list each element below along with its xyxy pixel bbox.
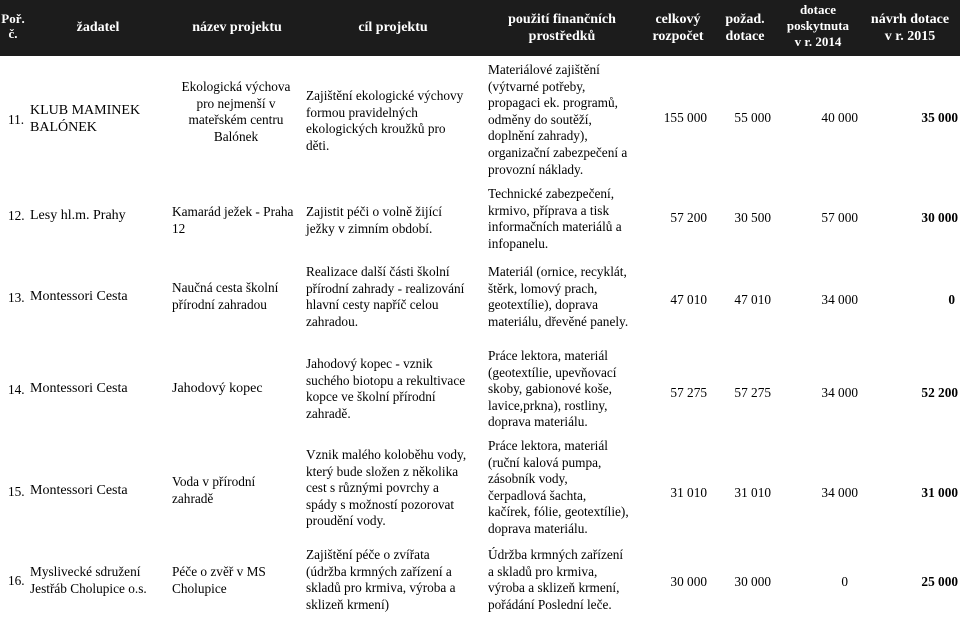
- row-applicant: Montessori Cesta: [30, 289, 128, 304]
- grant-2014: 34 000: [821, 292, 858, 307]
- row-number: 11.: [8, 112, 25, 127]
- row-project-name: Voda v přírodní zahradě: [172, 474, 256, 506]
- grant-2014: 34 000: [821, 385, 858, 400]
- row-number: 16.: [8, 573, 25, 588]
- row-funds-use: Práce lektora, materiál (ruční kalová pumpa, zásobník vody, čerpadlová šachta, kačírek, fólie, geotextílie), doprava materiálu.: [488, 438, 629, 536]
- requested-grant: 30 000: [734, 574, 771, 589]
- header-funds-use: použití finančních prostředků: [508, 12, 616, 44]
- row-project-goal: Zajištění ekologické výchovy formou pravidelných ekologických kroužků pro děti.: [306, 88, 464, 153]
- row-project-name: Naučná cesta školní přírodní zahradou: [172, 280, 279, 312]
- row-number: 15.: [8, 484, 25, 499]
- row-funds-use: Technické zabezpečení, krmivo, příprava a tisk informačních materiálů a infopanelu.: [488, 186, 622, 251]
- proposal-2015: 0: [948, 292, 955, 307]
- row-project-goal: Zajistit péči o volně žijící ježky v zimním období.: [306, 204, 442, 236]
- grant-2014: 34 000: [821, 485, 858, 500]
- header-requested: požad. dotace: [725, 12, 765, 44]
- row-applicant: KLUB MAMINEK BALÓNEK: [30, 103, 141, 135]
- proposal-2015: 31 000: [921, 485, 958, 500]
- header-total-budget: celkový rozpočet: [652, 12, 704, 44]
- row-applicant: Montessori Cesta: [30, 483, 128, 498]
- row-applicant: Montessori Cesta: [30, 381, 128, 396]
- header-project-goal: cíl projektu: [358, 20, 428, 35]
- grant-2014: 0: [841, 574, 848, 589]
- row-applicant: Myslivecké sdružení Jestřáb Cholupice o.s.: [30, 564, 147, 596]
- total-budget: 57 275: [670, 385, 707, 400]
- requested-grant: 57 275: [734, 385, 771, 400]
- row-project-goal: Vznik malého koloběhu vody, který bude složen z několika cest s různými povrchy a spády s možností pozorovat proudění vody.: [306, 447, 467, 529]
- grant-2014: 57 000: [821, 210, 858, 225]
- row-number: 12.: [8, 208, 25, 223]
- total-budget: 30 000: [670, 574, 707, 589]
- header-applicant: žadatel: [76, 20, 120, 35]
- requested-grant: 30 500: [734, 210, 771, 225]
- proposal-2015: 30 000: [921, 210, 958, 225]
- row-project-goal: Zajištění péče o zvířata (údržba krmných zařízení a skladů pro krmiva, výroba a sklizeň krmení): [306, 547, 456, 612]
- header-proposal-2015: návrh dotace v r. 2015: [870, 12, 950, 44]
- row-funds-use: Údržba krmných zařízení a skladů pro krmiva, výroba a sklizeň krmení, pořádání Poslední leče.: [488, 547, 624, 612]
- requested-grant: 55 000: [734, 110, 771, 125]
- header-grant-2014: dotace poskytnuta v r. 2014: [786, 2, 850, 49]
- total-budget: 47 010: [670, 292, 707, 307]
- grant-2014: 40 000: [821, 110, 858, 125]
- row-project-name: Ekologická výchova pro nejmenší v mateřském centru Balónek: [181, 79, 291, 144]
- row-project-name: Péče o zvěř v MS Cholupice: [172, 564, 266, 596]
- row-number: 13.: [8, 290, 25, 305]
- proposal-2015: 25 000: [921, 574, 958, 589]
- row-funds-use: Práce lektora, materiál (geotextílie, upevňovací skoby, gabionové koše, lavice,prkna), rostliny, doprava materiálu.: [488, 348, 617, 430]
- proposal-2015: 52 200: [921, 385, 958, 400]
- proposal-2015: 35 000: [921, 110, 958, 125]
- row-applicant: Lesy hl.m. Prahy: [30, 208, 126, 223]
- header-number: Poř. č.: [1, 11, 25, 41]
- row-funds-use: Materiálové zajištění (výtvarné potřeby, propagaci ek. programů, odměny do soutěží, doplnění zahrady), organizační zabezpečení a provozní náklady.: [488, 62, 628, 177]
- row-project-name: Kamarád ježek - Praha 12: [172, 204, 294, 236]
- row-funds-use: Materiál (ornice, recyklát, štěrk, lomový prach, geotextílie), doprava materiálu, dřevěné panely.: [488, 264, 629, 329]
- row-project-goal: Jahodový kopec - vznik suchého biotopu a rekultivace kopce ve školní přírodní zahradě.: [306, 356, 466, 421]
- total-budget: 31 010: [670, 485, 707, 500]
- header-project-name: název projektu: [192, 20, 282, 35]
- row-project-name: Jahodový kopec: [172, 381, 263, 396]
- requested-grant: 47 010: [734, 292, 771, 307]
- total-budget: 57 200: [670, 210, 707, 225]
- requested-grant: 31 010: [734, 485, 771, 500]
- row-project-goal: Realizace další části školní přírodní zahrady - realizování hlavní cesty napříč celou zahradou.: [306, 264, 465, 329]
- total-budget: 155 000: [663, 110, 707, 125]
- row-number: 14.: [8, 382, 25, 397]
